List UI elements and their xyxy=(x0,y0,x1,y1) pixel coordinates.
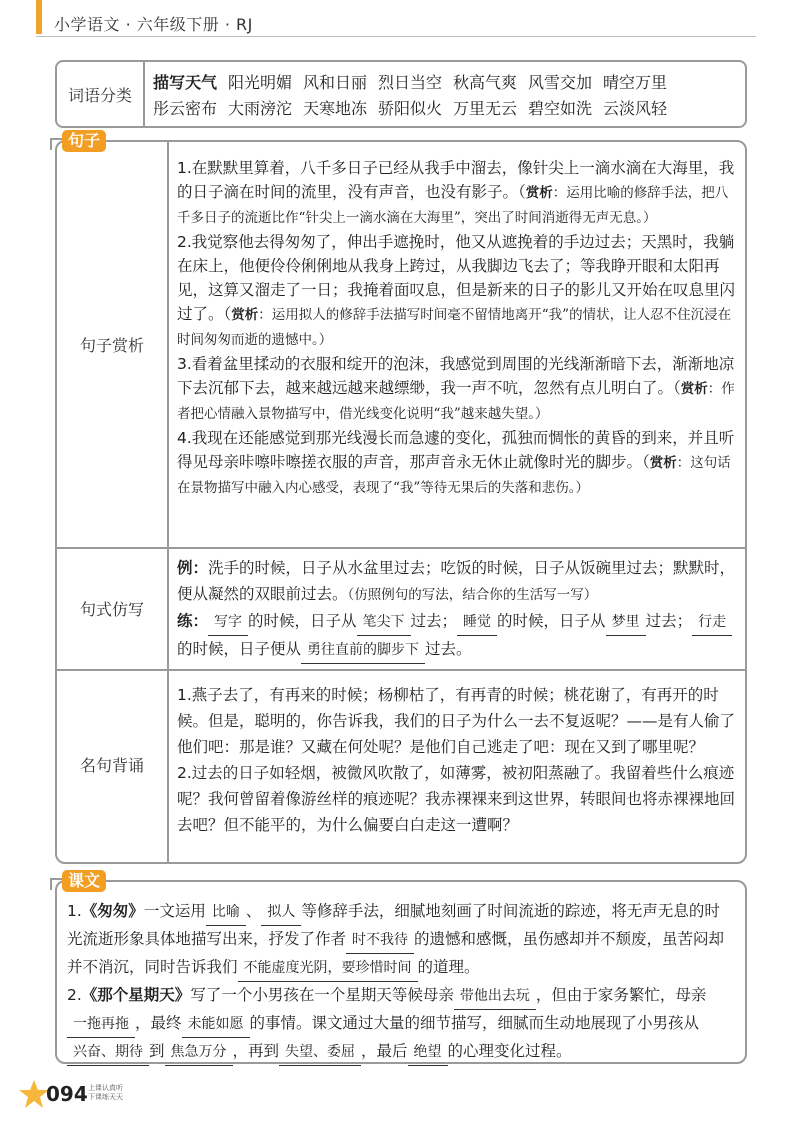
answer-blank: 失望、委屈 xyxy=(279,1039,361,1066)
answer-blank: 时不我待 xyxy=(346,927,414,954)
text-paragraph: 2.《那个星期天》写了一个小男孩在一个星期天等候母亲 带他出去玩 ，但由于家务繁忙，母亲一拖再拖 ，最终 未能如愿 的事情。课文通过大量的细节描写，细腻而生动地展现了小男孩从兴奋、期待 到 焦急万分 ，再到 失望、委屈 ，最后 绝望 的心理变化过程。 xyxy=(67,982,735,1066)
vocab-word: 骄阳似火 xyxy=(378,98,443,118)
vocab-word: 秋高气爽 xyxy=(453,72,518,92)
vocab-row xyxy=(153,68,739,94)
imitation-example: 例：洗手的时候，日子从水盆里过去；吃饭的时候，日子从饭碗里过去；默默时，便从凝然的双眼前过去。（仿照例句的写法，结合你的生活写一写） xyxy=(177,559,736,603)
vocab-word: 天寒地冻 xyxy=(303,98,368,118)
answer-blank: 焦急万分 xyxy=(165,1039,233,1066)
text-paragraph: 1.《匆匆》一文运用 比喻 、 拟人 等修辞手法，细腻地刻画了时间流逝的踪迹，将无声无息的时光流逝形象具体地描写出来，抒发了作者 时不我待 的遗憾和感慨，虽伤感却并不颓废，虽苦闷却并不消沉，同时告诉我们 不能虚度光阴，要珍惜时间 的道理。 xyxy=(67,898,735,982)
vocab-label: 词语分类 xyxy=(57,62,145,126)
answer-blank: 梦里 xyxy=(606,609,646,636)
answer-blank: 绝望 xyxy=(408,1039,448,1066)
answer-blank: 勇往直前的脚步下 xyxy=(301,637,425,664)
appreciation-item: 3.看着盆里揉动的衣服和绽开的泡沫，我感觉到周围的光线渐渐暗下去，渐渐地凉下去沉郁下去，越来越远越来越缥缈，我一声不吭，忽然有点儿明白了。（赏析：作者把心情融入景物描写中，借光线变化说明“我”越来越失望。） xyxy=(177,355,735,422)
imitation-practice: 练： 写字 的时候，日子从 笔尖下 过去； 睡觉 的时候，日子从 梦里 过去； 行走的时候，日子便从 勇往直前的脚步下 过去。 xyxy=(177,608,737,664)
answer-blank: 兴奋、期待 xyxy=(67,1039,149,1066)
vocab-word: 万里无云 xyxy=(453,98,518,118)
vocab-word: 彤云密布 xyxy=(153,98,218,118)
vocab-word: 风雪交加 xyxy=(528,72,593,92)
vocab-word: 晴空万里 xyxy=(603,72,668,92)
vocab-word: 云淡风轻 xyxy=(603,98,668,118)
recitation-content xyxy=(177,682,737,838)
vocab-word: 烈日当空 xyxy=(378,72,443,92)
appreciation-content xyxy=(177,156,737,500)
vocab-rows xyxy=(153,68,739,120)
answer-blank: 带他出去玩 xyxy=(454,983,536,1010)
vocab-box xyxy=(55,60,747,128)
vocab-word: 大雨滂沱 xyxy=(228,98,293,118)
footer-slogan: 上课认真听 下课练天天 xyxy=(88,1084,123,1101)
recitation-item: 2.过去的日子如轻烟，被微风吹散了，如薄雾，被初阳蒸融了。我留着些什么痕迹呢？我何曾留着像游丝样的痕迹呢？我赤裸裸来到这世界，转眼间也将赤裸裸地回去吧？但不能平的，为什么偏要白白走这一遭啊？ xyxy=(177,764,736,834)
vocab-word: 风和日丽 xyxy=(303,72,368,92)
answer-blank: 不能虚度光阴，要珍惜时间 xyxy=(238,955,418,982)
vocab-word: 阳光明媚 xyxy=(228,72,293,92)
section-tag-text: 课文 xyxy=(62,870,106,892)
text-section-box xyxy=(55,880,747,1064)
running-header: 小学语文 · 六年级下册 · RJ xyxy=(54,15,253,34)
vocab-word: 碧空如洗 xyxy=(528,98,593,118)
answer-blank: 未能如愿 xyxy=(182,1011,250,1038)
answer-blank: 写字 xyxy=(208,609,248,636)
appreciation-item: 1.在默默里算着，八千多日子已经从我手中溜去，像针尖上一滴水滴在大海里，我的日子滴在时间的流里，没有声音，也没有影子。（赏析：运用比喻的修辞手法，把八千多日子的流逝比作“针尖上一滴水滴在大海里”，突出了时间消逝得无声无息。） xyxy=(177,159,735,226)
answer-blank: 拟人 xyxy=(261,899,301,926)
column-divider xyxy=(167,142,169,862)
vocab-row xyxy=(153,94,739,120)
vocab-word: 描写天气 xyxy=(153,72,218,92)
answer-blank: 笔尖下 xyxy=(357,609,411,636)
text-section-content xyxy=(67,898,735,1066)
header-accent-bar xyxy=(36,0,42,34)
imitation-content xyxy=(177,555,737,664)
recitation-item: 1.燕子去了，有再来的时候；杨柳枯了，有再青的时候；桃花谢了，有再开的时候。但是，聪明的，你告诉我，我们的日子为什么一去不复返呢？——是有人偷了他们吧：那是谁？又藏在何处呢？是他们自己逃走了吧：现在又到了哪里呢？ xyxy=(177,686,736,756)
page-number: 094 xyxy=(46,1082,88,1106)
answer-blank: 睡觉 xyxy=(457,609,497,636)
appreciation-item: 4.我现在还能感觉到那光线漫长而急遽的变化，孤独而惆怅的黄昏的到来，并且听得见母亲咔嚓咔嚓搓衣服的声音，那声音永无休止就像时光的脚步。（赏析：这句话在景物描写中融入内心感受，表现了“我”等待无果后的失落和悲伤。） xyxy=(177,429,735,496)
answer-blank: 一拖再拖 xyxy=(67,1011,135,1038)
header-divider xyxy=(36,36,756,37)
recitation-label: 名句背诵 xyxy=(79,755,144,775)
appreciation-item: 2.我觉察他去得匆匆了，伸出手遮挽时，他又从遮挽着的手边过去；天黑时，我躺在床上，他便伶伶俐俐地从我身上跨过，从我脚边飞去了；等我睁开眼和太阳再见，这算又溜走了一日；我掩着面叹息，但是新来的日子的影儿又开始在叹息里闪过了。（赏析：运用拟人的修辞手法描写时间毫不留情地离开“我”的情状，让人忍不住沉浸在时间匆匆而逝的遗憾中。） xyxy=(177,233,736,348)
sentences-box xyxy=(55,140,747,864)
appreciation-label: 句子赏析 xyxy=(79,336,144,355)
section-tag-sentences: 句子 xyxy=(62,130,106,152)
answer-blank: 行走 xyxy=(692,609,732,636)
imitation-label: 句式仿写 xyxy=(79,599,144,619)
answer-blank: 比喻 xyxy=(206,899,246,926)
